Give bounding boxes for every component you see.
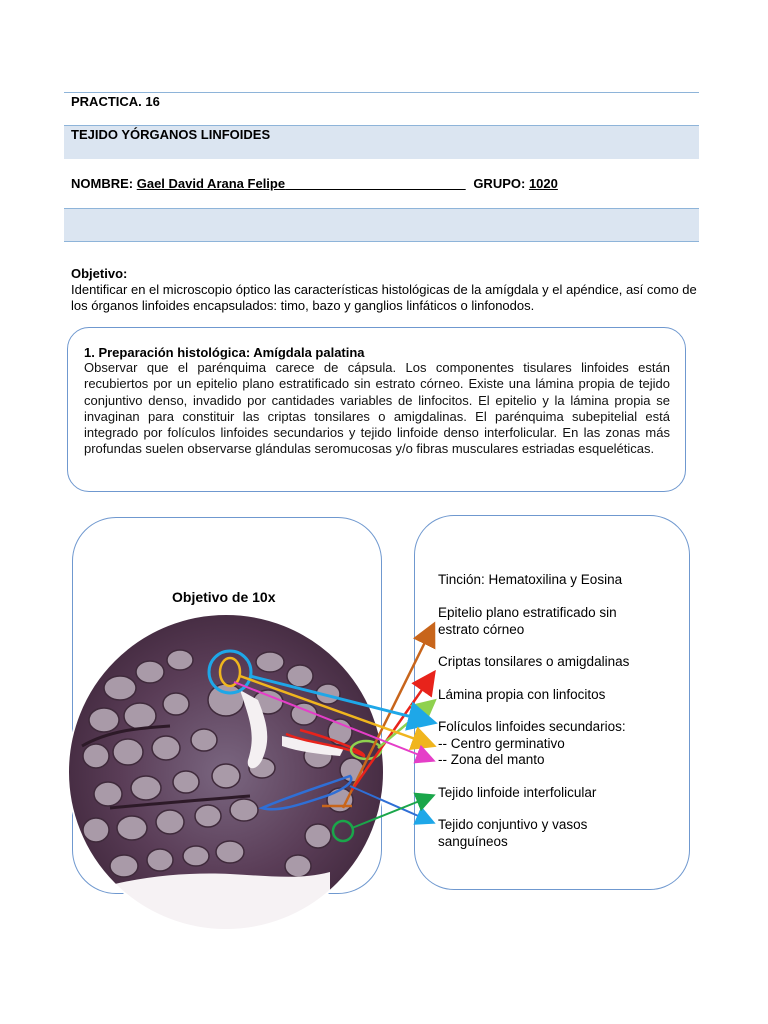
stain-label: Tinción: Hematoxilina y Eosina	[438, 572, 623, 587]
practice-number: PRACTICA. 16	[71, 94, 160, 109]
legend-item-follicles-line3: -- Zona del manto	[438, 752, 545, 767]
practice-title: TEJIDO YÓRGANOS LINFOIDES	[71, 127, 271, 142]
legend-item-follicles-line1: Folículos linfoides secundarios:	[438, 719, 626, 734]
legend-item-connective-line1: Tejido conjuntivo y vasos	[438, 817, 588, 832]
student-name: Gael David Arana Felipe	[136, 176, 286, 191]
legend-item-epithelium-line1: Epitelio plano estratificado sin	[438, 605, 617, 620]
legend-item-connective-line2: sanguíneos	[438, 833, 508, 849]
legend-item-crypts-label: Criptas tonsilares o amigdalinas	[438, 654, 630, 669]
tonsil-micrograph	[68, 614, 384, 930]
name-label: NOMBRE:	[71, 176, 134, 191]
preparation-text: Observar que el parénquima carece de cápsula. Los componentes tisulares linfoides están recubiertos por un epitelio plano estratificado sin estrato córneo. Existe una lámina propia de tejido conjuntivo denso, invadido por cantidades variables de linfocitos. El epitelio y la lámina propia se invaginan para constituir las criptas tonsilares o amigdalinas. El parénquima subepitelial está integrado por folículos linfoides secundarios y tejido linfoide denso interfolicular. En las zonas más profundas suelen observarse glándulas seromucosas y/o fibras musculares estriadas esqueléticas.	[84, 360, 670, 457]
legend-item-lamina-propria-label: Lámina propia con linfocitos	[438, 687, 606, 702]
preparation-title: 1. Preparación histológica: Amígdala palatina	[84, 345, 365, 360]
objective-text: Identificar en el microscopio óptico las características histológicas de la amígdala y el apéndice, así como de los órganos linfoides encapsulados: timo, bazo y ganglios linfáticos o linfonodos.	[71, 282, 697, 313]
group-label: GRUPO:	[473, 176, 526, 191]
objective-label: Objetivo:	[71, 266, 128, 281]
group-value: 1020	[528, 176, 558, 191]
legend-item-epithelium-line2: estrato córneo	[438, 621, 525, 637]
micrograph-caption: Objetivo de 10x	[172, 589, 276, 605]
legend-item-interfollicular-label: Tejido linfoide interfolicular	[438, 785, 597, 800]
legend-item-follicles-line2: -- Centro germinativo	[438, 735, 565, 751]
